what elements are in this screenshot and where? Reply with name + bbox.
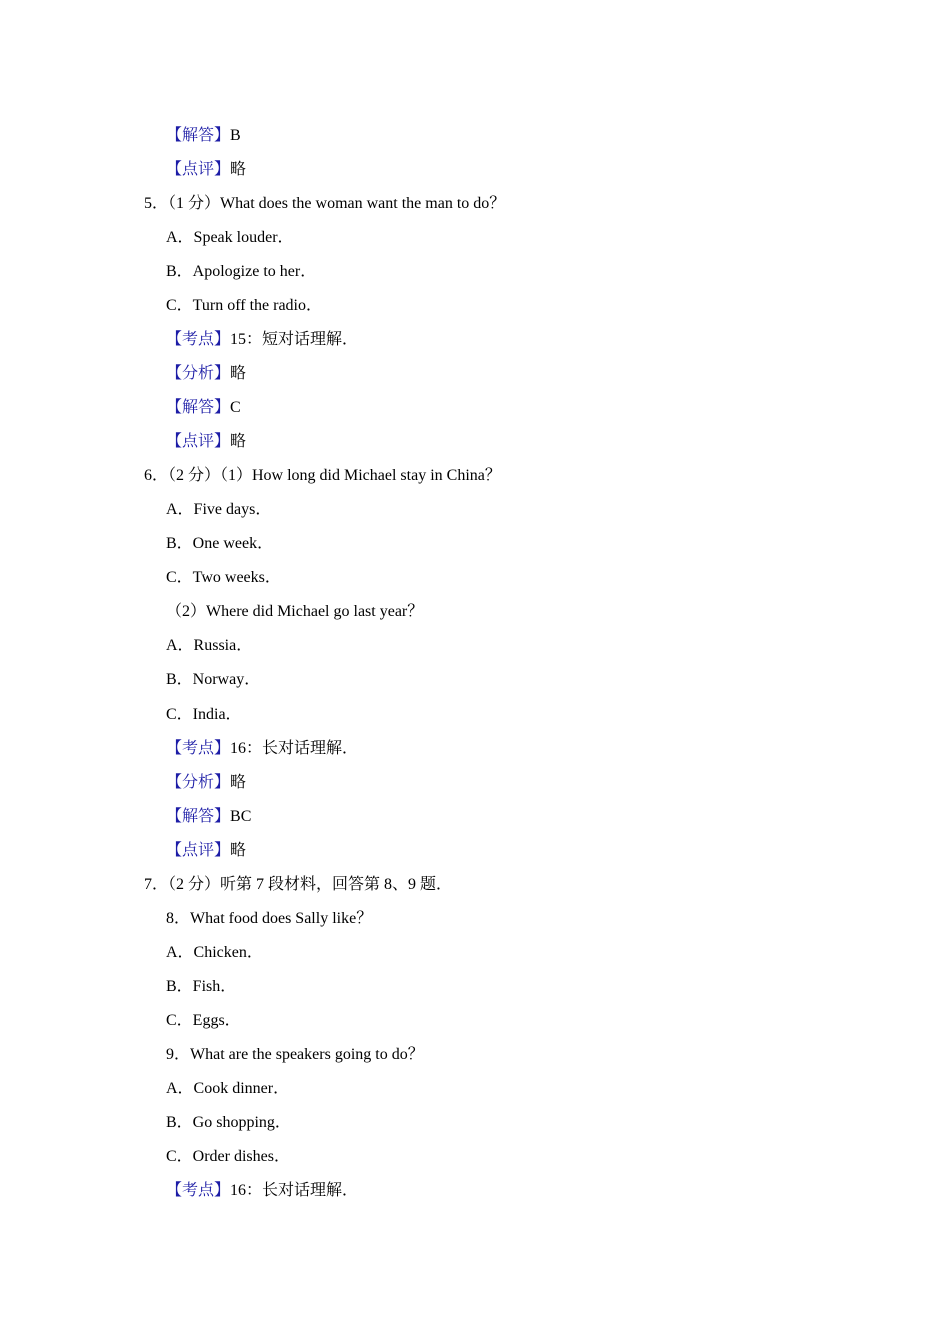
text-line [166, 126, 241, 146]
line-text: 略 [230, 161, 247, 179]
question-line [144, 875, 452, 895]
line-text: 16：长对话理解． [230, 1181, 359, 1199]
section-tag: 【分析】 [166, 773, 231, 791]
question-line [144, 466, 501, 486]
text-line [166, 432, 246, 452]
text-line [166, 262, 316, 282]
text-line [166, 943, 263, 963]
text-line [166, 364, 246, 384]
line-text: 16：长对话理解． [230, 739, 359, 757]
text-line [166, 602, 423, 622]
section-tag: 【考点】 [166, 331, 231, 349]
text-line [166, 1147, 290, 1167]
section-tag: 【解答】 [166, 399, 231, 417]
text-line [166, 1113, 291, 1133]
text-line [166, 636, 252, 656]
text-line [166, 705, 242, 725]
text-line [166, 1079, 289, 1099]
line-text: A．Russia． [166, 637, 253, 655]
section-tag: 【考点】 [166, 739, 231, 757]
line-text: B．Fish． [166, 977, 237, 995]
text-line [166, 807, 251, 827]
line-text: C．Two weeks． [166, 569, 281, 587]
text-line [166, 977, 236, 997]
section-tag: 【解答】 [166, 127, 231, 144]
line-text: 5．（1 分）What does the woman want the man to do？ [144, 195, 506, 213]
line-text: 略 [230, 365, 247, 383]
line-text: C．India． [166, 705, 242, 723]
text-line [166, 296, 322, 316]
line-text: 15：短对话理解． [230, 331, 359, 349]
text-line [166, 160, 246, 180]
line-text: 8．What food does Sally like？ [166, 909, 373, 927]
text-line [166, 568, 281, 588]
line-text: B．Apologize to her． [166, 263, 317, 281]
line-text: C [230, 399, 241, 417]
text-line [166, 1045, 424, 1065]
line-text: A．Chicken． [166, 943, 263, 961]
text-line [166, 670, 260, 690]
line-text: B．Go shopping． [166, 1113, 291, 1131]
text-line [166, 330, 358, 350]
line-text: C．Turn off the radio． [166, 297, 323, 315]
line-text: C．Order dishes． [166, 1147, 290, 1165]
line-text: 9．What are the speakers going to do？ [166, 1045, 424, 1063]
line-text: （2）Where did Michael go last year？ [166, 603, 424, 621]
line-text: B．One week． [166, 535, 274, 553]
line-text: A．Speak louder． [166, 229, 294, 247]
line-text: 略 [230, 433, 247, 451]
text-line [166, 1011, 241, 1031]
line-text: 略 [230, 841, 247, 859]
section-tag: 【点评】 [166, 161, 231, 179]
text-line [166, 534, 273, 554]
line-text: BC [230, 807, 252, 825]
line-text: 略 [230, 773, 247, 791]
line-text: 6．（2 分）（1）How long did Michael stay in China？ [144, 467, 501, 485]
line-text: A．Five days． [166, 501, 272, 519]
section-tag: 【考点】 [166, 1181, 231, 1199]
section-tag: 【解答】 [166, 807, 231, 825]
text-line [166, 841, 246, 861]
line-text: A．Cook dinner． [166, 1079, 290, 1097]
line-text: 7．（2 分）听第 7 段材料，回答第 8、9 题． [144, 875, 453, 893]
line-text: C．Eggs． [166, 1011, 241, 1029]
line-text: B [230, 127, 241, 144]
question-line [144, 194, 505, 214]
text-line [166, 739, 358, 759]
text-line [166, 228, 294, 248]
section-tag: 【点评】 [166, 433, 231, 451]
text-line [166, 773, 246, 793]
section-tag: 【分析】 [166, 365, 231, 383]
section-tag: 【点评】 [166, 841, 231, 859]
line-text: B．Norway． [166, 671, 261, 689]
text-line [166, 398, 241, 418]
text-line [166, 909, 372, 929]
text-line [166, 500, 271, 520]
text-line [166, 1181, 358, 1201]
